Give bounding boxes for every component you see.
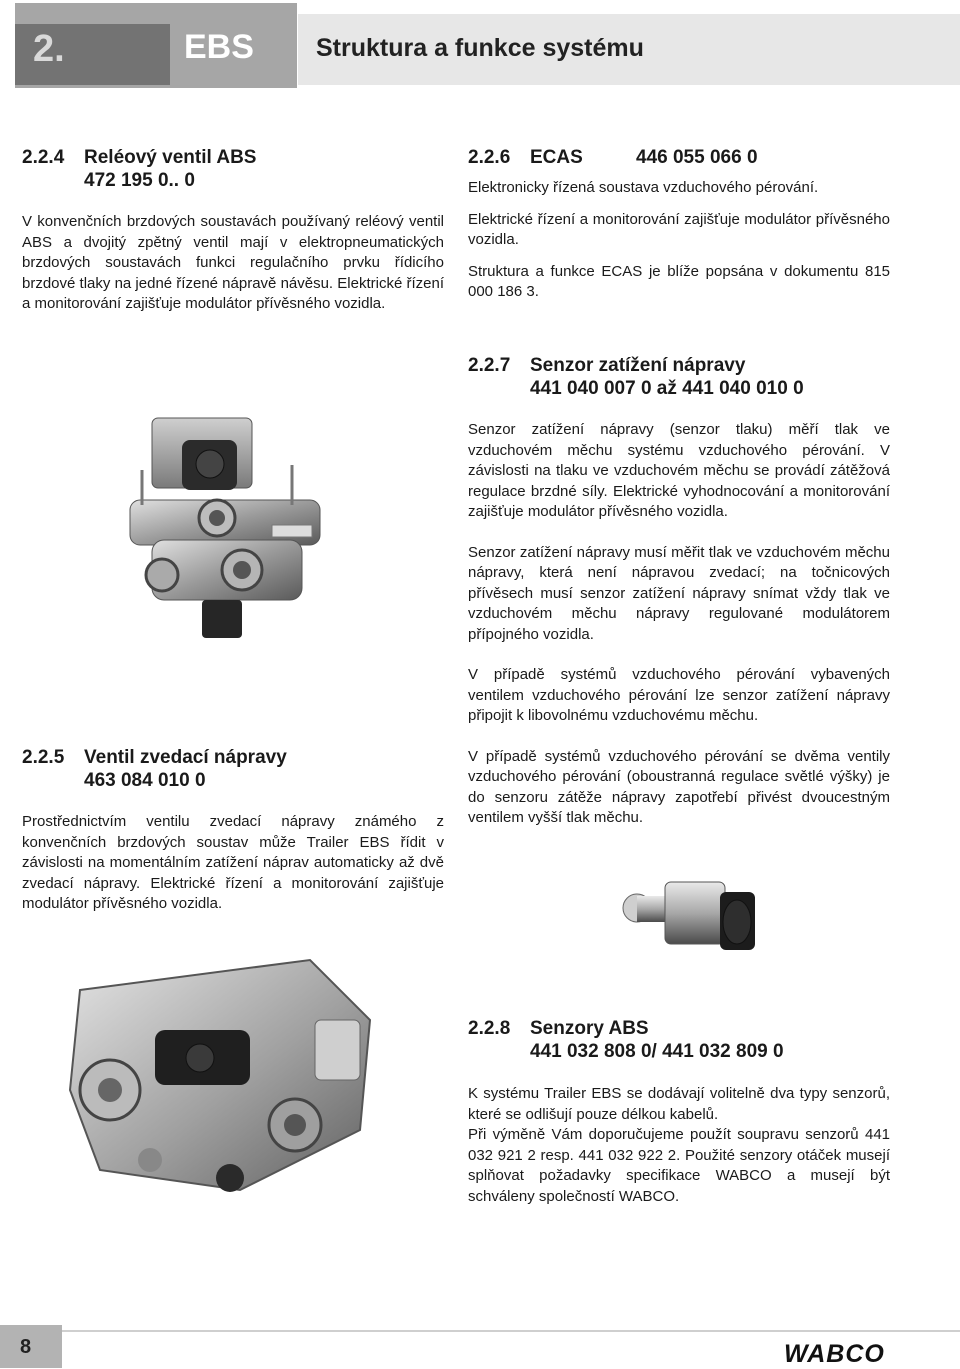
- section-heading: [468, 1017, 890, 1040]
- section-2-2-6: [468, 146, 890, 303]
- section-title: Senzor zatížení nápravy: [530, 355, 746, 376]
- section-2-2-5: [22, 746, 444, 915]
- section-title: Ventil zvedací nápravy: [84, 747, 287, 768]
- footer-divider: [62, 1330, 960, 1332]
- section-code: 446 055 066 0: [636, 147, 758, 168]
- relay-valve-photo: [122, 410, 332, 640]
- section-number: 2.2.5: [22, 747, 65, 768]
- section-number: 2.2.4: [22, 147, 65, 168]
- paragraph: Prostřednictvím ventilu zvedací nápravy známého z konvenčních brzdových soustav může Trailer EBS řídit v závislosti na momentálním zatížení náprav automaticky až dvě zvedací nápravy. Elektrické řízení a monitorování zajišťuje modulátor přívěsného vozidla.: [22, 813, 444, 912]
- section-code: 463 084 010 0: [84, 770, 206, 791]
- section-title: Reléový ventil ABS: [84, 147, 257, 168]
- paragraph: Při výměně Vám doporučujeme použít soupravu senzorů 441 032 921 2 resp. 441 032 922 2. Použité senzory otáček musejí splňovat požadavky specifikace WABCO a musejí být schváleny společností WABCO.: [468, 1126, 890, 1205]
- section-2-2-4: [22, 146, 444, 315]
- lift-axle-valve-photo: [60, 950, 390, 1200]
- section-2-2-8: [468, 1017, 890, 1207]
- wabco-logo: WABCO: [784, 1340, 885, 1368]
- section-code: 472 195 0.. 0: [84, 170, 195, 191]
- section-number: 2.2.7: [468, 355, 511, 376]
- paragraph: Senzor zatížení nápravy musí měřit tlak ve vzduchovém měchu nápravy, která není nápravou zvedací; na točnicových přívěsech musí senzor zatížení nápravy snímat vždy tlak ve vzduchovém měchu nápravy regulované modulátorem přípojného vozidla.: [468, 543, 890, 643]
- paragraph: V případě systémů vzduchového pérování se dvěma ventily vzduchového pérování (oboustranná regulace světlé výšky) je do senzoru zátěže nápravy zapotřebí přivést dvoucestným ventilem vyšší tlak měchu.: [468, 747, 890, 826]
- section-code: 441 040 007 0 až 441 040 010 0: [530, 378, 804, 399]
- pressure-sensor-photo: [615, 870, 765, 965]
- section-number: 2.2.8: [468, 1018, 511, 1039]
- paragraph: Elektrické řízení a monitorování zajišťuje modulátor přívěsného vozidla.: [468, 210, 890, 248]
- chapter-name: EBS: [184, 28, 254, 66]
- paragraph: K systému Trailer EBS se dodávají volitelně dva typy senzorů, které se odlišují pouze délkou kabelů.: [468, 1085, 890, 1123]
- paragraph: V konvenčních brzdových soustavách používaný reléový ventil ABS a dvojitý zpětný ventil mají v elektropneumatických brzdových soustavách funkci regulačního prvku řídicího brzdové tlaky na jedné řízené nápravě návěsu. Elektrické řízení a monitorování zajišťuje modulátor přívěsného vozidla.: [22, 213, 444, 312]
- paragraph: Elektronicky řízená soustava vzduchového pérování.: [468, 179, 819, 196]
- chapter-number: 2.: [33, 28, 65, 70]
- section-code: 441 032 808 0/ 441 032 809 0: [530, 1041, 784, 1062]
- section-2-2-7: [468, 354, 890, 829]
- section-title: Senzory ABS: [530, 1018, 649, 1039]
- page-title: Struktura a funkce systému: [316, 34, 644, 62]
- section-number: 2.2.6: [468, 147, 511, 168]
- section-title: ECAS: [530, 147, 583, 168]
- page-number: 8: [20, 1336, 32, 1358]
- section-heading: [468, 354, 890, 377]
- section-heading: [22, 146, 444, 169]
- section-heading: [468, 146, 890, 169]
- paragraph: Senzor zatížení nápravy (senzor tlaku) měří tlak ve vzduchovém měchu systému vzduchového pérování. V závislosti na tlaku ve vzduchovém měchu se provádí zátěžová regulace brzdné síly. Elektrické vyhodnocování a monitorování zajišťuje modulátor přívěsného vozidla.: [468, 421, 890, 520]
- paragraph: V případě systémů vzduchového pérování vybavených ventilem vzduchového pérování lze senzor zatížení nápravy připojit k libovolnému vzduchovému měchu.: [468, 666, 890, 724]
- paragraph: Struktura a funkce ECAS je blíže popsána v dokumentu 815 000 186 3.: [468, 262, 890, 300]
- section-heading: [22, 746, 444, 769]
